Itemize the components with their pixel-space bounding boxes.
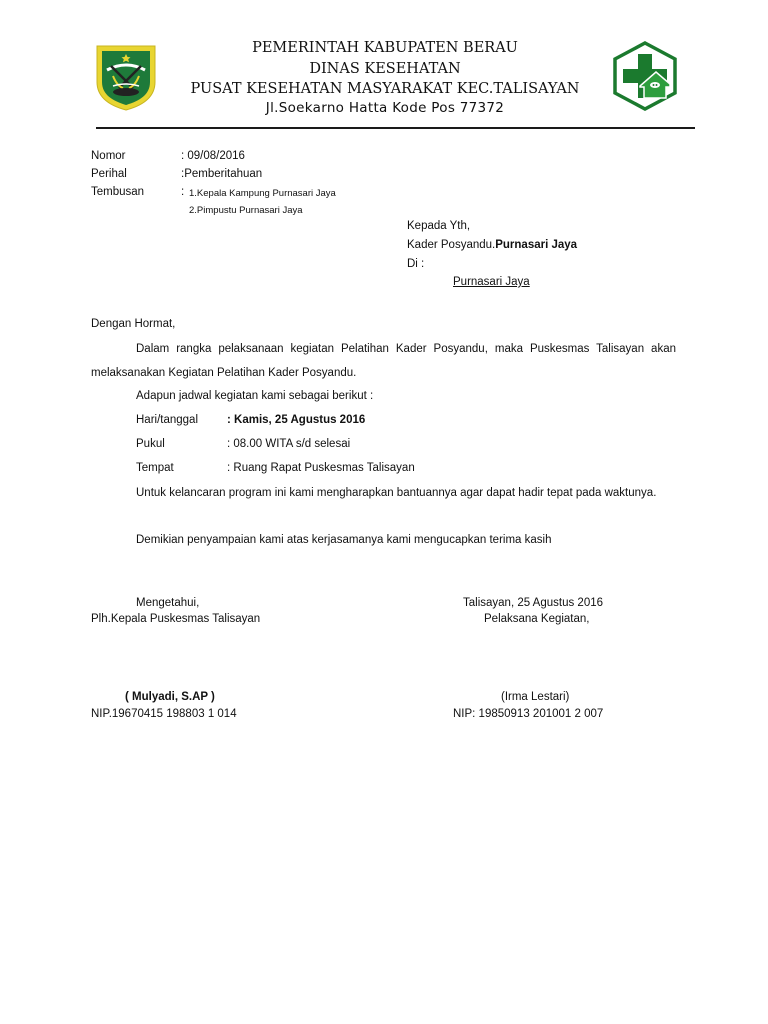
tembusan-item: 1.Kepala Kampung Purnasari Jaya (189, 188, 336, 199)
salutation: Dengan Hormat, (91, 318, 176, 330)
signature-left-name: ( Mulyadi, S.AP ) (125, 691, 215, 703)
letterhead-department: DINAS KESEHATAN (309, 61, 461, 77)
letterhead-institution: PUSAT KESEHATAN MASYARAKAT KEC.TALISAYAN (190, 81, 580, 97)
letterhead-divider (96, 127, 695, 129)
paragraph-closing: Demikian penyampaian kami atas kerjasamanya kami mengucapkan terima kasih (136, 534, 552, 546)
schedule-value: : Kamis, 25 Agustus 2016 (227, 414, 366, 426)
signature-right-title: Pelaksana Kegiatan, (484, 613, 590, 625)
puskesmas-cross-hexagon-icon (610, 40, 680, 112)
paragraph-request: Untuk kelancaran program ini kami mengharapkan bantuannya agar dapat hadir tepat pada waktunya. (136, 487, 657, 499)
schedule-label: Pukul (136, 438, 165, 450)
perihal-value: :Pemberitahuan (181, 168, 263, 180)
recipient-location: Purnasari Jaya (453, 276, 530, 288)
letterhead-government: PEMERINTAH KABUPATEN BERAU (252, 40, 518, 56)
recipient-greeting: Kepada Yth, (407, 220, 471, 232)
schedule-label: Hari/tanggal (136, 414, 199, 426)
tembusan-colon: : (181, 186, 185, 198)
schedule-label: Tempat (136, 462, 174, 474)
nomor-value: : 09/08/2016 (181, 150, 245, 162)
recipient-name (407, 239, 577, 251)
signature-right-date: Talisayan, 25 Agustus 2016 (463, 597, 604, 609)
signature-right-name: (Irma Lestari) (501, 691, 570, 703)
recipient-di: Di : (407, 258, 425, 270)
signature-right-nip: NIP: 19850913 201001 2 007 (453, 708, 604, 720)
signature-left-nip: NIP.19670415 198803 1 014 (91, 708, 237, 720)
tembusan-label: Tembusan (91, 186, 145, 198)
schedule-value: : Ruang Rapat Puskesmas Talisayan (227, 462, 415, 474)
letterhead-address: Jl.Soekarno Hatta Kode Pos 77372 (265, 100, 505, 116)
tembusan-item: 2.Pimpustu Purnasari Jaya (189, 205, 303, 216)
paragraph-schedule-intro: Adapun jadwal kegiatan kami sebagai berikut : (136, 390, 374, 402)
recipient-prefix: Kader Posyandu. (407, 239, 496, 251)
paragraph-intro: Dalam rangka pelaksanaan kegiatan Pelatihan Kader Posyandu, maka Puskesmas Talisayan akan melaksanakan Kegiatan Pelatihan Kader Posyandu. (91, 343, 676, 379)
signature-left-title: Plh.Kepala Puskesmas Talisayan (91, 613, 261, 625)
schedule-value: : 08.00 WITA s/d selesai (227, 438, 351, 450)
kabupaten-berau-emblem-icon (93, 42, 159, 112)
perihal-label: Perihal (91, 168, 127, 180)
signature-left-acknowledged: Mengetahui, (136, 597, 200, 609)
nomor-label: Nomor (91, 150, 126, 162)
recipient-place: Purnasari Jaya (495, 239, 578, 251)
